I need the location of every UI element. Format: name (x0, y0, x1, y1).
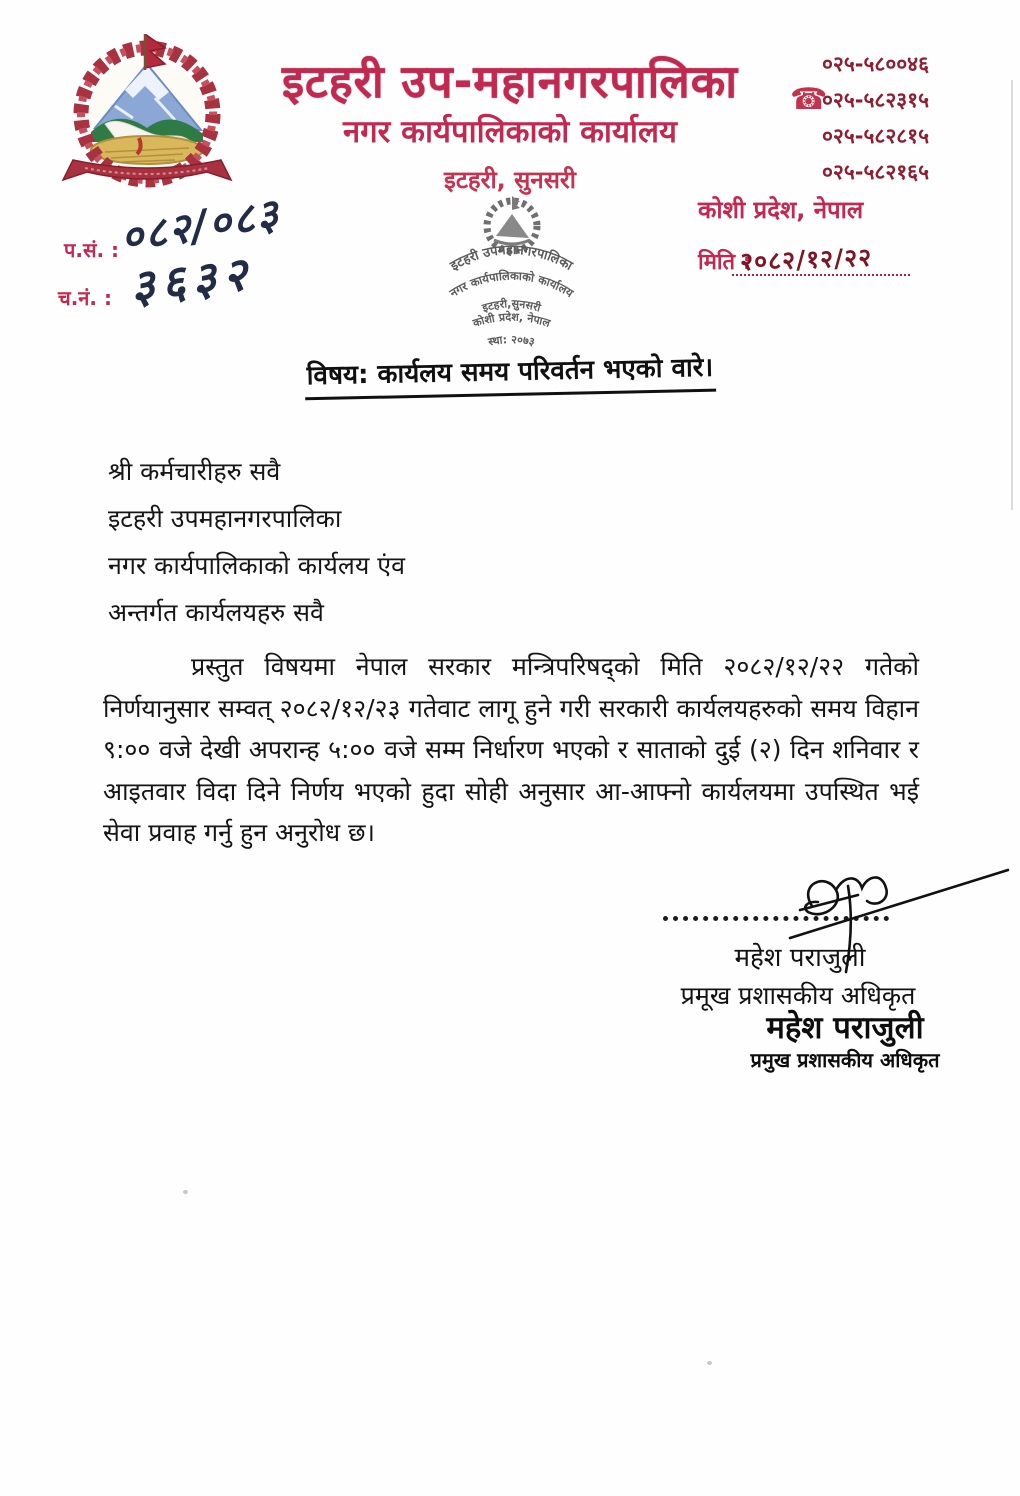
paper-speck (183, 1190, 188, 1194)
signatory-title: प्रमूख प्रशासकीय अधिकृत (680, 981, 916, 1010)
phone-number: ०२५-५८००४६ (822, 52, 929, 76)
svg-text:नगर कार्यपालिकाको कार्यालय (446, 269, 577, 301)
addressee-line: श्री कर्मचारीहरु सवै (108, 457, 281, 486)
signatory-stamp-name: महेश पराजुली (766, 1010, 924, 1046)
svg-text:स्था: २०७३ (486, 333, 536, 349)
seal-text-municipality: इटहरी उपमहानगरपालिका (447, 243, 575, 274)
addressee-line: अन्तर्गत कार्यलयहरु सवै (108, 598, 324, 627)
seal-text-province: कोशी प्रदेश, नेपाल (471, 310, 552, 330)
date-label: मिति : (698, 250, 752, 275)
body-paragraph: प्रस्तुत विषयमा नेपाल सरकार मन्त्रिपरिषद्को मिति २०८२/१२/२२ गतेको निर्णयानुसार सम्वत् २०८२/१२/२३ गतेवाट लागू हुने गरी सरकारी कार्यलयहरुको समय विहान ९:०० वजे देखी अपरान्ह ५:०० वजे सम्म निर्धारण भएको र साताको दुई (२) दिन शनिवार र आइतवार विदा दिने निर्णय भएको हुदा सोही अनुसार आ-आफ्नो कार्यलयमा उपस्थित भई सेवा प्रवाह गर्नु हुन अनुरोध छ। (103, 652, 919, 847)
ref-number-label: प.सं. : (64, 238, 120, 262)
addressee-block (108, 448, 405, 636)
dispatch-number-label: च.नं. : (58, 286, 112, 310)
date-value: २०८२/१२/२२ (739, 242, 873, 277)
phone-list (822, 46, 929, 190)
seal-text-established: स्था: २०७३ (487, 333, 536, 349)
location-line: इटहरी, सुनसरी (444, 166, 576, 194)
addressee-line: इटहरी उपमहानगरपालिका (108, 504, 342, 533)
seal-text-location: इटहरी,सुनसरी (480, 297, 543, 315)
signatory-name: महेश पराजुली (734, 943, 866, 973)
office-seal-stamp (424, 188, 602, 356)
phone-number: ०२५-५८२८१५ (822, 124, 929, 148)
scan-edge-line (1011, 80, 1013, 510)
telephone-icon: ☎ (790, 82, 828, 117)
province-line: कोशी प्रदेश, नेपाल (698, 196, 864, 224)
addressee-line: नगर कार्यपालिकाको कार्यलय एंव (108, 551, 405, 580)
subject-line: विषय: कार्यलय समय परिवर्तन भएको वारे। (304, 348, 715, 401)
phone-number: ०२५-५८२३१५ (822, 88, 929, 112)
seal-text-office: नगर कार्यपालिकाको कार्यालय (447, 268, 576, 301)
office-title: नगर कार्यपालिकाको कार्यालय (343, 114, 677, 150)
signatory-stamp-title: प्रमुख प्रशासकीय अधिकृत (750, 1048, 940, 1072)
municipality-title: इटहरी उप-महानगरपालिका (281, 55, 739, 108)
paper-speck (707, 1361, 712, 1365)
ref-number-handwritten-value: ०८२/०८३ (117, 188, 284, 263)
phone-number: ०२५-५८२१६५ (822, 160, 929, 184)
svg-text:कोशी प्रदेश, नेपाल (470, 310, 552, 331)
dispatch-number-handwritten-value: ३६३२ (127, 245, 257, 315)
